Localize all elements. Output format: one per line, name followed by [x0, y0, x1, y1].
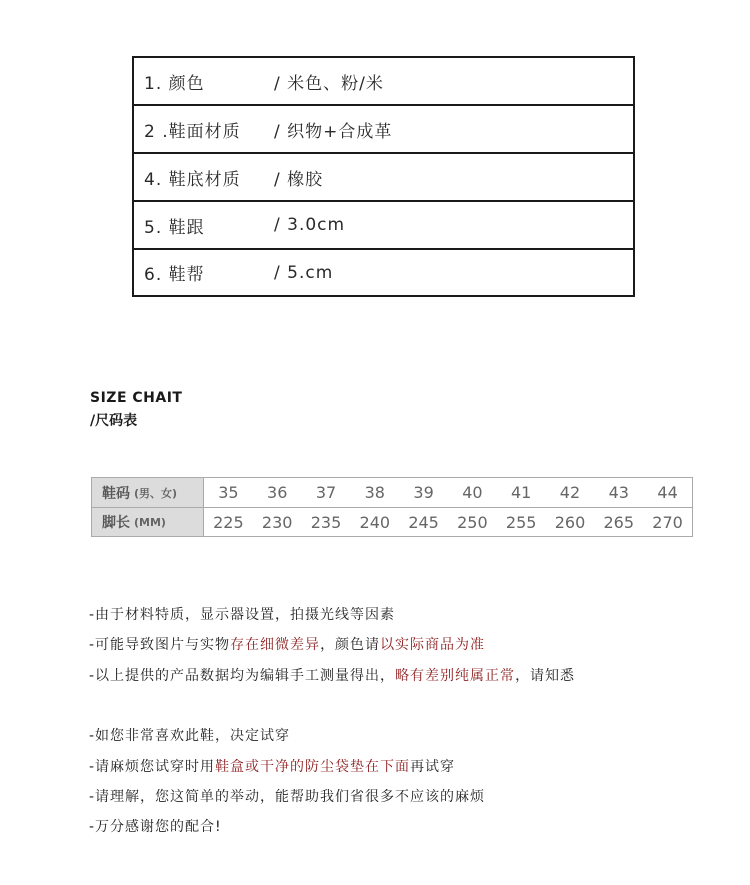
- note-text: -万分感谢您的配合!: [89, 819, 222, 836]
- spec-value: / 米色、粉/米: [274, 73, 384, 94]
- size-row-header: [92, 508, 204, 536]
- spec-value: / 5.cm: [274, 262, 334, 283]
- size-cell: 37: [315, 483, 337, 502]
- note-highlight: 以实际商品为准: [380, 637, 486, 654]
- note-text: -如您非常喜欢此鞋，决定试穿: [89, 728, 291, 745]
- size-cell: 225: [213, 512, 244, 532]
- size-cell: 265: [603, 512, 635, 532]
- spec-row-upper-material: [134, 106, 633, 154]
- size-cell: 39: [413, 483, 434, 502]
- note-line: [89, 600, 709, 630]
- size-table: [91, 477, 693, 537]
- size-cell: 38: [364, 483, 385, 502]
- note-highlight: 略有差别纯属正常: [395, 667, 516, 684]
- size-cell: 250: [457, 512, 488, 532]
- note-text: -可能导致图片与实物: [89, 637, 231, 654]
- note-line: [89, 721, 709, 751]
- spec-row-collar: [134, 250, 633, 295]
- size-cell: 43: [608, 483, 629, 502]
- size-cell: 235: [310, 512, 342, 532]
- spec-value: / 3.0cm: [274, 215, 346, 235]
- note-text: ，颜色请: [320, 637, 381, 654]
- spec-value: / 织物+合成革: [274, 121, 393, 142]
- size-row-header: [92, 478, 204, 507]
- note-text: -请理解，您这简单的举动，能帮助我们省很多不应该的麻烦: [89, 788, 486, 805]
- size-cell: 270: [652, 512, 683, 532]
- note-text: 再试穿: [410, 758, 456, 775]
- spec-row-heel: [134, 202, 633, 250]
- size-cell: 44: [657, 483, 678, 502]
- note-line: [89, 782, 709, 812]
- spec-row-sole-material: [134, 154, 633, 202]
- size-cell: 41: [511, 483, 532, 502]
- size-cell: 255: [505, 512, 537, 532]
- note-highlight: 鞋盒或干净的防尘袋垫在下面: [215, 758, 411, 775]
- size-cell: 230: [261, 512, 293, 532]
- size-cell: 36: [267, 483, 288, 502]
- spec-table: [132, 56, 635, 297]
- size-row-sublabel: (MM): [134, 515, 166, 529]
- note-line: [89, 812, 709, 842]
- size-row-label: 鞋码: [102, 485, 130, 502]
- size-cell: 240: [359, 512, 391, 532]
- spec-label: 6. 鞋帮: [144, 265, 205, 285]
- size-cell: 40: [462, 483, 483, 502]
- note-spacer: [89, 691, 709, 721]
- size-chart-subtitle: /尺码表: [90, 413, 138, 429]
- size-row-foot-length: [92, 507, 692, 536]
- note-line: [89, 661, 709, 691]
- note-text: -以上提供的产品数据均为编辑手工测量得出，: [89, 667, 396, 684]
- size-cell: 245: [408, 512, 439, 532]
- spec-row-color: [134, 58, 633, 106]
- size-cell: 35: [218, 483, 239, 502]
- spec-label: 1. 颜色: [144, 73, 205, 94]
- note-highlight: 存在细微差异: [230, 637, 321, 654]
- size-cell: 260: [554, 512, 586, 532]
- note-line: [89, 752, 709, 782]
- note-text: ，请知悉: [515, 667, 576, 684]
- size-row-label: 脚长: [102, 515, 130, 531]
- spec-label: 2 .鞋面材质: [144, 121, 241, 142]
- note-text: -由于材料特质，显示器设置，拍摄光线等因素: [89, 607, 396, 623]
- size-row-sublabel: (男、女): [134, 486, 178, 500]
- size-chart-title: SIZE CHAIT: [90, 390, 183, 406]
- note-text: -请麻烦您试穿时用: [89, 758, 216, 775]
- size-row-shoe-size: [92, 478, 692, 507]
- note-line: [89, 630, 709, 660]
- notes: [89, 600, 709, 843]
- spec-label: 5. 鞋跟: [144, 217, 205, 238]
- spec-label: 4. 鞋底材质: [144, 169, 241, 190]
- size-cell: 42: [559, 483, 581, 502]
- spec-value: / 橡胶: [274, 169, 324, 190]
